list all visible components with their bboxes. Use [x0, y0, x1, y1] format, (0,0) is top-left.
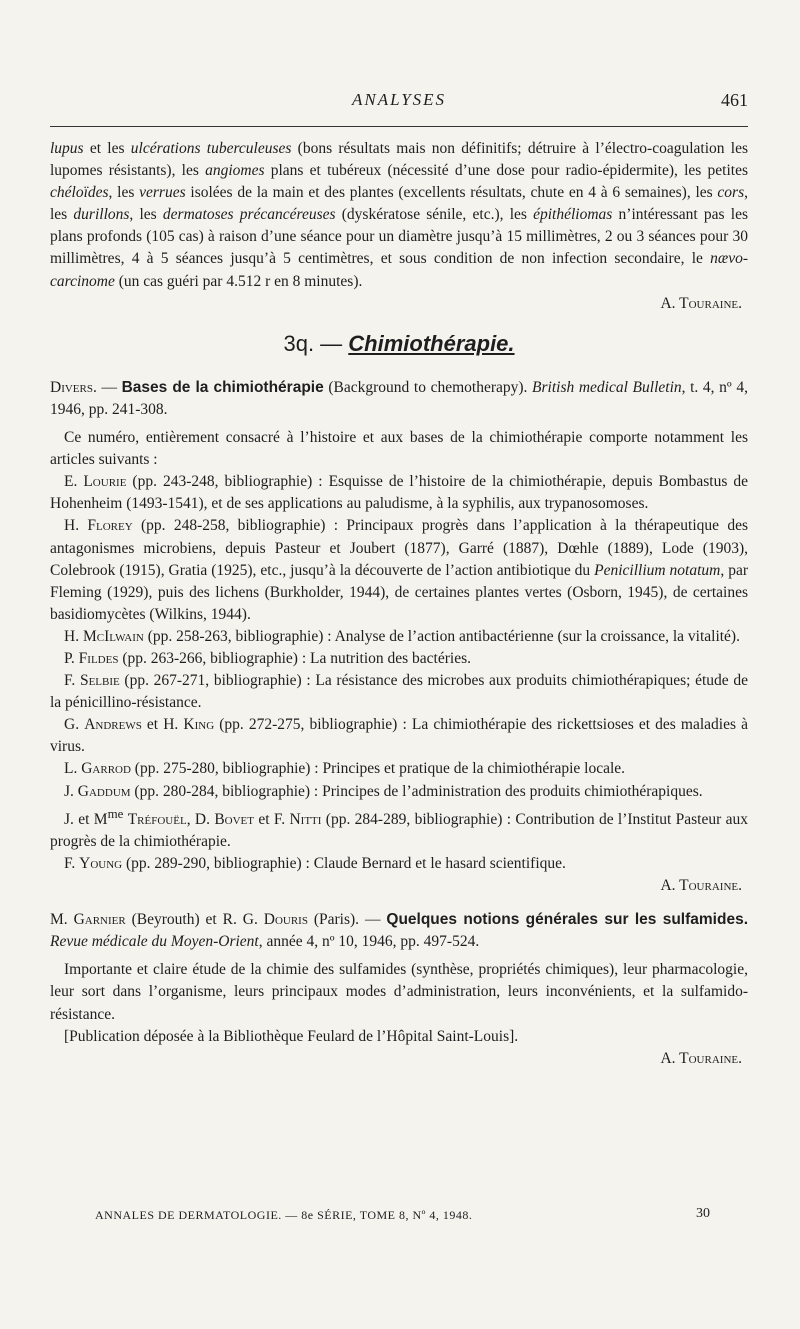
article-entry: J. Gaddum (pp. 280-284, bibliographie) : Principes de l’administration des produits chimiothérapiques. — [64, 782, 703, 800]
review-summary: Importante et claire étude de la chimie des sulfamides (synthèse, propriétés chimiques), leur pharmacologie, leur sort dans l’organisme, leurs principaux modes d’administration, leurs inconvénients, et la sulfamido-résistance. — [50, 961, 748, 1023]
publication-note: [Publication déposée à la Bibliothèque Feulard de l’Hôpital Saint-Louis]. — [64, 1027, 519, 1045]
review-heading: M. Garnier (Beyrouth) et R. G. Douris (Paris). — Quelques notions générales sur les sulfamides. Revue médicale du Moyen-Orient, année 4, nº 10, 1946, pp. 497-524. — [50, 911, 749, 951]
page-number: 461 — [721, 90, 748, 110]
continued-paragraph: lupus et les ulcérations tuberculeuses (bons résultats mais non définitifs; détruire à l’électro-coagulation les lupomes résistants), les angiomes plans et tubéreux (nécessité d’une dose pour radio-épidermite), les petites chéloïdes, les verrues isolées de la main et des plantes (excellents résultats, chute en 4 à 6 semaines), les cors, les durillons, les dermatoses précancéreuses (dyskératose sénile, etc.), les épithéliomas n’intéressant pas les plans profonds (105 cas) à raison d’une séance pour un diamètre jusqu’à 15 millimètres, 2 ou 3 séances pour 30 millimètres, 4 à 5 séances jusqu’à 5 centimètres, et sous condition de non infection secondaire, le nævo-carcinome (un cas guéri par 4.512 r en 8 minutes). — [50, 140, 749, 290]
review-intro: Ce numéro, entièrement consacré à l’histoire et aux bases de la chimiothérapie comporte notamment les articles suivants : — [50, 429, 748, 469]
footer-journal: ANNALES DE DERMATOLOGIE. — 8e SÉRIE, TOME 8, Nº 4, 1948. — [95, 1208, 473, 1222]
signature: A. Touraine. — [660, 1049, 742, 1067]
running-title: ANALYSES — [351, 90, 447, 109]
page-header — [50, 90, 748, 120]
article-entry: G. Andrews et H. King (pp. 272-275, bibliographie) : La chimiothérapie des rickettsioses et des maladies à virus. — [50, 716, 748, 756]
header-rule — [50, 126, 748, 127]
page-footer — [95, 1206, 710, 1223]
article-entry: F. Young (pp. 289-290, bibliographie) : Claude Bernard et le hasard scientifique. — [64, 854, 566, 872]
review-heading: Divers. — Bases de la chimiothérapie (Background to chemotherapy). British medical Bulletin, t. 4, nº 4, 1946, pp. 241-308. — [50, 378, 748, 418]
article-entry: H. McIlwain (pp. 258-263, bibliographie) : Analyse de l’action antibactérienne (sur la croissance, la vitalité). — [64, 627, 740, 645]
article-entry: P. Fildes (pp. 263-266, bibliographie) : La nutrition des bactéries. — [64, 649, 471, 667]
signature: A. Touraine. — [660, 294, 742, 312]
section-heading: 3q. — Chimiothérapie. — [283, 330, 515, 356]
page-body — [50, 138, 748, 1070]
article-entry: L. Garrod (pp. 275-280, bibliographie) : Principes et pratique de la chimiothérapie locale. — [64, 760, 626, 778]
signature: A. Touraine. — [660, 877, 742, 895]
article-entry: H. Florey (pp. 248-258, bibliographie) : Principaux progrès dans l’application à la thérapeutique des antagonismes microbiens, depuis Pasteur et Joubert (1877), Garré (1887), Dœhle (1889), Lode (1903), Colebrook (1915), Gratia (1925), etc., jusqu’à la découverte de l’action antibiotique du Penicillium notatum, par Fleming (1929), puis des lichens (Burkholder, 1944), de certaines plantes vertes (Osborn, 1945), de certaines basidiomycètes (Wilkins, 1944). — [50, 517, 748, 623]
article-entry: E. Lourie (pp. 243-248, bibliographie) : Esquisse de l’histoire de la chimiothérapie, depuis Bombastus de Hohenheim (1493-1541), et de ses applications au paludisme, à la syphilis, aux trypanosomoses. — [50, 473, 748, 513]
article-entry: J. et $M^{me}$ Tréfouël, D. Bovet et F. Nitti (pp. 284-289, bibliographie) : Contribution de l’Institut Pasteur aux progrès de la chimiothérapie. — [50, 805, 749, 850]
article-entry: F. Selbie (pp. 267-271, bibliographie) : La résistance des microbes aux produits chimiothérapiques; étude de la pénicillino-résistance. — [50, 672, 748, 712]
footer-folio: 30 — [696, 1206, 710, 1221]
